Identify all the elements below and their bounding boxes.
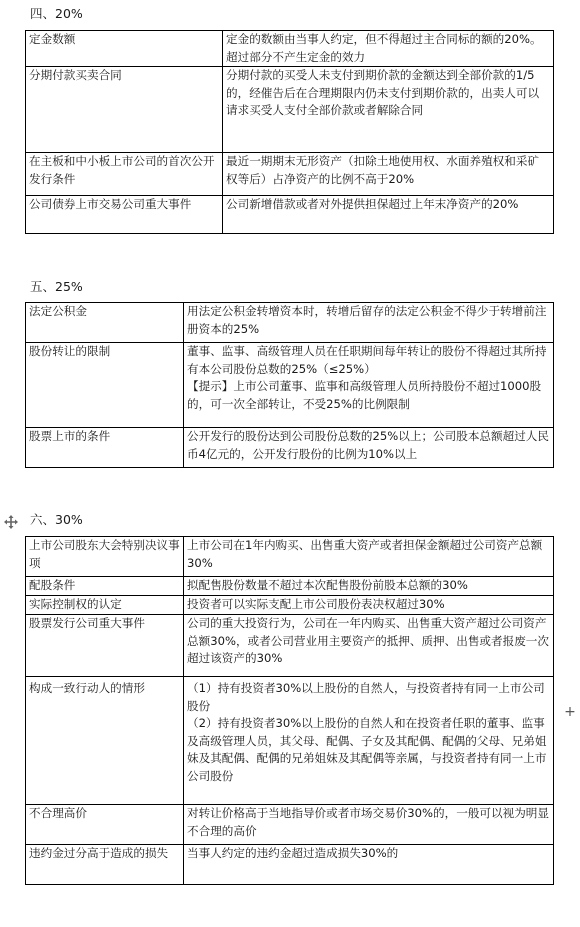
row-key: 配股条件 — [26, 577, 184, 596]
table-row — [26, 343, 554, 428]
section-heading-30: 六、30% — [30, 512, 83, 527]
table-25-percent — [25, 302, 554, 468]
row-value: 用法定公积金转增资本时，转增后留存的法定公积金不得少于转增前注册资本的25% — [184, 303, 554, 343]
row-value: 公司的重大投资行为，公司在一年内购买、出售重大资产超过公司资产总额30%，或者公司营业用主要资产的抵押、质押、出售或者报废一次超过该资产的30% — [184, 615, 554, 677]
table-row — [26, 845, 554, 885]
row-value: 对转让价格高于当地指导价或者市场交易价30%的，一般可以视为明显不合理的高价 — [184, 805, 554, 845]
row-value: 公司新增借款或者对外提供担保超过上年末净资产的20% — [223, 196, 554, 234]
row-key: 分期付款买卖合同 — [26, 67, 223, 153]
row-key: 违约金过分高于造成的损失 — [26, 845, 184, 885]
table-row — [26, 537, 554, 577]
tip-line: 【提示】上市公司董事、监事和高级管理人员所持股份不超过1000股的，可一次全部转让，不受25%的比例限制 — [187, 379, 542, 411]
table-row — [26, 153, 554, 196]
row-key: 构成一致行动人的情形 — [26, 677, 184, 805]
row-key: 公司债券上市交易公司重大事件 — [26, 196, 223, 234]
row-key: 不合理高价 — [26, 805, 184, 845]
table-row — [26, 577, 554, 596]
row-key: 在主板和中小板上市公司的首次公开发行条件 — [26, 153, 223, 196]
row-key: 股票上市的条件 — [26, 428, 184, 468]
table-row — [26, 805, 554, 845]
table-20-percent — [25, 30, 554, 234]
row-key: 实际控制权的认定 — [26, 596, 184, 615]
row-value: 分期付款的买受人未支付到期价款的金额达到全部价款的1/5的，经催告后在合理期限内仍未支付到期价款的，出卖人可以请求买受人支付全部价款或者解除合同 — [223, 67, 554, 153]
row-value: 上市公司在1年内购买、出售重大资产或者担保金额超过公司资产总额30% — [184, 537, 554, 577]
table-row — [26, 677, 554, 805]
add-icon[interactable]: + — [564, 704, 576, 720]
table-row — [26, 428, 554, 468]
row-key: 法定公积金 — [26, 303, 184, 343]
table-30-percent — [25, 536, 554, 885]
row-value: 投资者可以实际支配上市公司股份表决权超过30% — [184, 596, 554, 615]
section-heading-20: 四、20% — [30, 6, 83, 21]
row-value: 最近一期期末无形资产（扣除土地使用权、水面养殖权和采矿权等后）占净资产的比例不高于20% — [223, 153, 554, 196]
row-value: 当事人约定的违约金超过造成损失30%的 — [184, 845, 554, 885]
move-icon[interactable] — [4, 515, 18, 529]
row-key: 上市公司股东大会特别决议事项 — [26, 537, 184, 577]
row-value-line: （1）持有投资者30%以上股份的自然人，与投资者持有同一上市公司股份 — [187, 681, 545, 713]
row-value-line: 董事、监事、高级管理人员在任职期间每年转让的股份不得超过其所持有本公司股份总数的25%（≤25%） — [187, 344, 547, 376]
row-value: 拟配售股份数量不超过本次配售股份前股本总额的30% — [184, 577, 554, 596]
row-key: 股票发行公司重大事件 — [26, 615, 184, 677]
section-heading-25: 五、25% — [30, 279, 83, 294]
row-key: 股份转让的限制 — [26, 343, 184, 428]
row-key: 定金数额 — [26, 31, 223, 67]
table-row — [26, 196, 554, 234]
table-row — [26, 67, 554, 153]
table-row — [26, 31, 554, 67]
row-value — [184, 677, 554, 805]
row-value-line: （2）持有投资者30%以上股份的自然人和在投资者任职的董事、监事及高级管理人员，其父母、配偶、子女及其配偶、配偶的父母、兄弟姐妹及其配偶、配偶的兄弟姐妹及其配偶等亲属，与投资者持有同一上市公司股份 — [187, 716, 547, 783]
row-value: 公开发行的股份达到公司股份总数的25%以上；公司股本总额超过人民币4亿元的，公开发行股份的比例为10%以上 — [184, 428, 554, 468]
table-row — [26, 615, 554, 677]
table-row — [26, 303, 554, 343]
row-value — [184, 343, 554, 428]
table-row — [26, 596, 554, 615]
row-value: 定金的数额由当事人约定，但不得超过主合同标的额的20%。超过部分不产生定金的效力 — [223, 31, 554, 67]
